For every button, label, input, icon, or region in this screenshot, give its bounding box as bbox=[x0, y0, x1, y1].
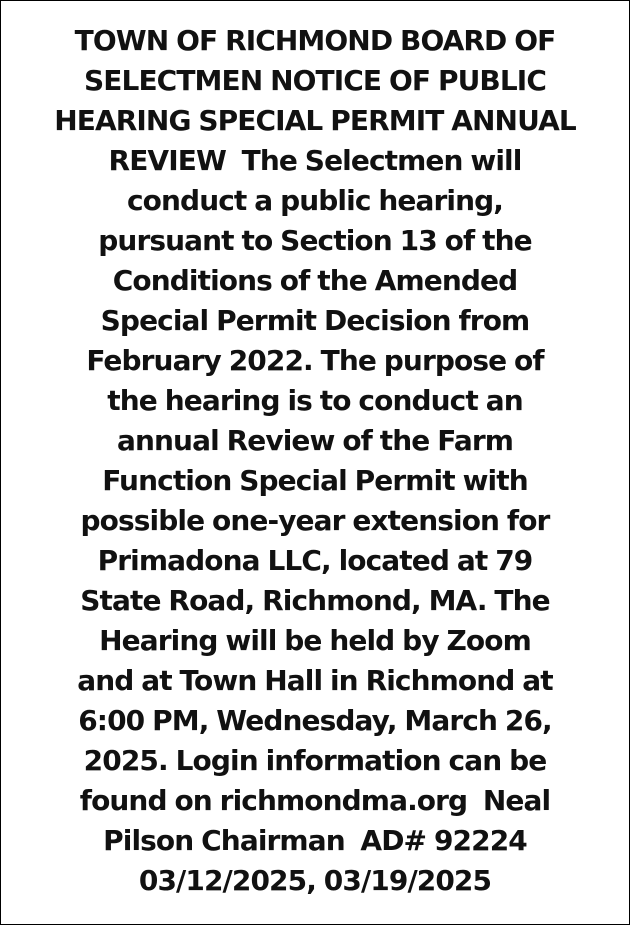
notice-text: TOWN OF RICHMOND BOARD OF SELECTMEN NOTICE OF PUBLIC HEARING SPECIAL PERMIT ANNUAL REVIEW The Selectmen will conduct a public hearing, pursuant to Section 13 of the Conditions of the Amended Special Permit Decision from February 2022. The purpose of the hearing is to conduct an annual Review of the Farm Function Special Permit with possible one-year extension for Primadona LLC, located at 79 State Road, Richmond, MA. The Hearing will be held by Zoom and at Town Hall in Richmond at 6:00 PM, Wednesday, March 26, 2025. Login information can be found on richmondma.org Neal Pilson Chairman AD# 92224 03/12/2025, 03/19/2025 bbox=[54, 24, 576, 897]
